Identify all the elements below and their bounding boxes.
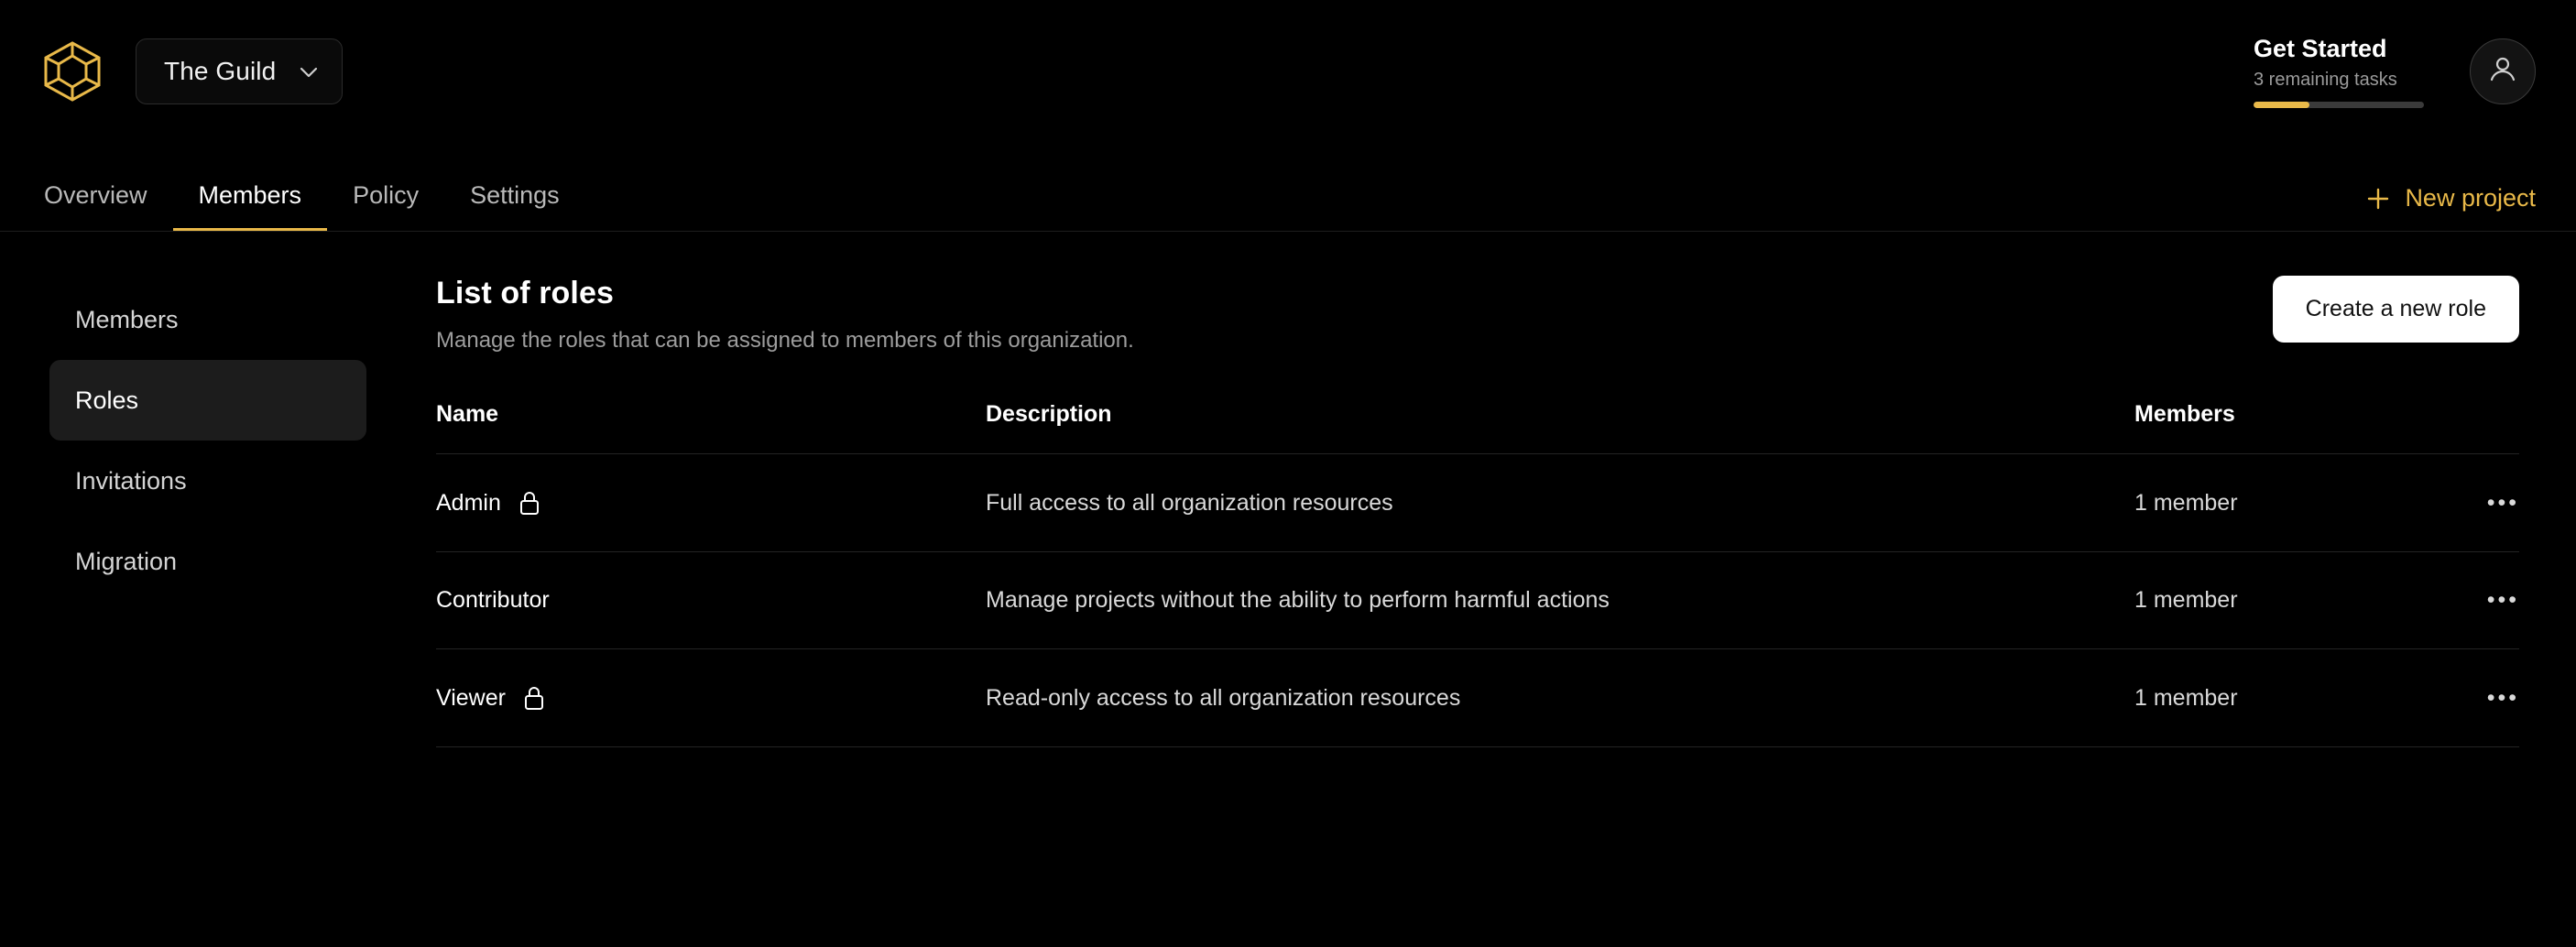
sidebar: [0, 232, 407, 947]
top-bar-right: [2254, 34, 2536, 109]
role-name-label: Contributor: [436, 587, 550, 613]
role-description-cell: Manage projects without the ability to perform harmful actions: [986, 552, 2134, 649]
column-header-description: Description: [986, 401, 2134, 454]
table-row[interactable]: [436, 454, 2519, 552]
role-description-cell: Read-only access to all organization resources: [986, 649, 2134, 747]
roles-table-head: [436, 401, 2519, 454]
create-new-role-button[interactable]: Create a new role: [2273, 276, 2519, 343]
role-name-wrapper: [436, 684, 986, 712]
nav-right: [2366, 184, 2536, 231]
chevron-down-icon: [300, 66, 318, 77]
table-header-row: [436, 401, 2519, 454]
tab-members[interactable]: Members: [173, 183, 328, 231]
role-name-cell: [436, 454, 986, 552]
page-subtitle: Manage the roles that can be assigned to members of this organization.: [436, 328, 1134, 353]
sidebar-item-roles[interactable]: Roles: [49, 360, 366, 441]
nav-tabs: [40, 142, 585, 231]
table-row[interactable]: [436, 552, 2519, 649]
plus-icon: [2366, 187, 2390, 211]
column-header-name: Name: [436, 401, 986, 454]
role-members-cell: 1 member: [2134, 454, 2409, 552]
roles-table: [436, 401, 2519, 747]
get-started-subtitle: 3 remaining tasks: [2254, 70, 2397, 91]
main-content: [407, 232, 2576, 947]
row-actions-ellipsis-icon[interactable]: •••: [2409, 649, 2519, 747]
role-name-wrapper: [436, 587, 986, 614]
row-actions-ellipsis-icon[interactable]: •••: [2409, 454, 2519, 552]
role-description-cell: Full access to all organization resources: [986, 454, 2134, 552]
user-avatar-icon: [2487, 53, 2518, 89]
roles-table-body: [436, 454, 2519, 747]
get-started-title: Get Started: [2254, 34, 2387, 62]
get-started-widget[interactable]: [2254, 34, 2428, 109]
role-name-label: Admin: [436, 489, 501, 516]
column-header-members: Members: [2134, 401, 2409, 454]
table-row[interactable]: [436, 649, 2519, 747]
nav-bar: [0, 142, 2576, 232]
content-header: [436, 276, 2519, 354]
content-header-text: [436, 276, 1134, 354]
column-header-actions: [2409, 401, 2519, 454]
get-started-progress-bar: [2254, 102, 2424, 108]
tab-overview[interactable]: Overview: [44, 181, 147, 209]
row-actions-ellipsis-icon[interactable]: •••: [2409, 552, 2519, 649]
role-name-cell: [436, 649, 986, 747]
role-members-cell: 1 member: [2134, 552, 2409, 649]
org-name: The Guild: [164, 56, 277, 85]
hexagon-cube-logo-icon[interactable]: [40, 39, 104, 103]
role-name-cell: [436, 552, 986, 649]
brand-area: [40, 38, 343, 104]
new-project-label: New project: [2405, 184, 2536, 212]
tab-settings[interactable]: Settings: [470, 181, 560, 209]
new-project-button[interactable]: [2366, 184, 2536, 212]
org-switcher[interactable]: [136, 38, 343, 104]
avatar[interactable]: [2470, 38, 2536, 104]
lock-icon: [518, 489, 541, 517]
lock-icon: [522, 684, 546, 712]
get-started-progress-fill: [2254, 102, 2309, 108]
page-body: [0, 232, 2576, 947]
page-title: List of roles: [436, 276, 614, 310]
tab-policy[interactable]: Policy: [353, 181, 420, 209]
sidebar-item-invitations[interactable]: Invitations: [75, 466, 187, 495]
sidebar-item-migration[interactable]: Migration: [75, 547, 178, 575]
role-name-wrapper: [436, 489, 986, 517]
role-members-cell: 1 member: [2134, 649, 2409, 747]
sidebar-item-members[interactable]: Members: [75, 305, 179, 333]
top-bar: [0, 0, 2576, 142]
role-name-label: Viewer: [436, 684, 506, 711]
